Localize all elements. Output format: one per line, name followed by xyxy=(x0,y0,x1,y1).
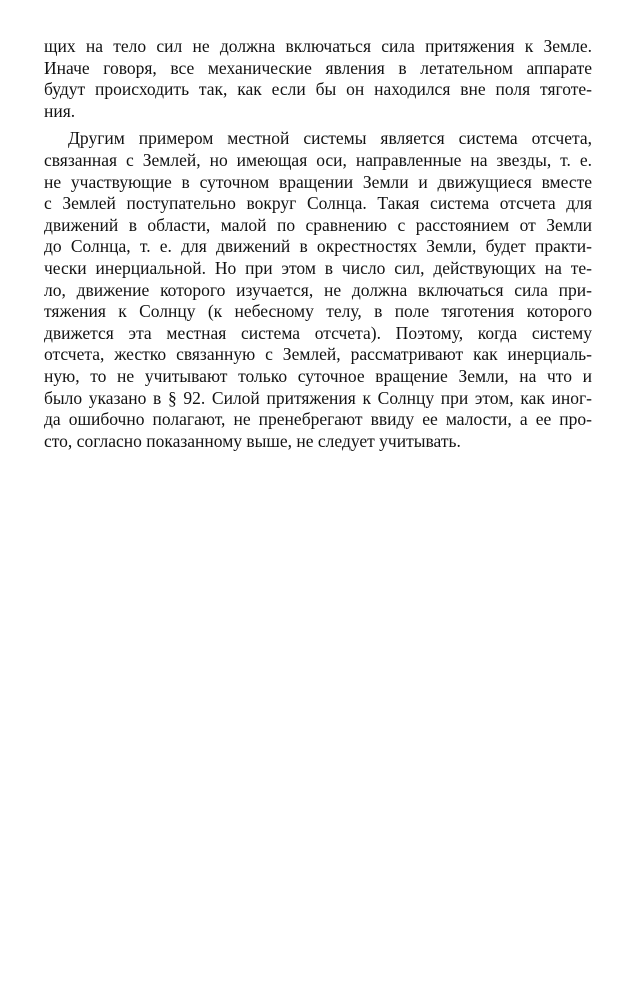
text-line: с Землей поступательно вокруг Солнца. Такая система отсчета для xyxy=(44,193,592,214)
text-line: ную, то не учитывают только суточное вращение Земли, на что и xyxy=(44,365,592,386)
text-line: движений в области, малой по сравнению с расстоянием от Земли xyxy=(44,214,592,235)
text-line: не участвующие в суточном вращении Земли и движущиеся вместе xyxy=(44,171,592,192)
text-line: ния. xyxy=(44,100,76,121)
text-line: да ошибочно полагают, не пренебрегают ввиду ее малости, а ее про- xyxy=(44,409,592,430)
text-line: тяжения к Солнцу (к небесному телу, в поле тяготения которого xyxy=(44,301,592,322)
text-line: будут происходить так, как если бы он находился вне поля тяготе- xyxy=(44,79,592,100)
text-line: Другим примером местной системы является система отсчета, xyxy=(68,128,592,149)
text-line: сто, согласно показанному выше, не следует учитывать. xyxy=(44,430,461,451)
text-line: отсчета, жестко связанную с Землей, рассматривают как инерциаль- xyxy=(44,344,592,365)
page-text xyxy=(44,36,592,452)
paragraph-2 xyxy=(44,128,592,452)
text-line: Иначе говоря, все механические явления в летательном аппарате xyxy=(44,57,592,78)
text-line: до Солнца, т. е. для движений в окрестностях Земли, будет практи- xyxy=(44,236,592,257)
text-line: было указано в § 92. Силой притяжения к Солнцу при этом, как иног- xyxy=(44,387,592,408)
text-line: ло, движение которого изучается, не должна включаться сила при- xyxy=(44,279,592,300)
text-line: чески инерциальной. Но при этом в число сил, действующих на те- xyxy=(44,257,592,278)
paragraph-1 xyxy=(44,36,592,122)
text-line: связанная с Землей, но имеющая оси, направленные на звезды, т. е. xyxy=(44,149,592,170)
text-line: щих на тело сил не должна включаться сила притяжения к Земле. xyxy=(44,36,592,56)
text-line: движется эта местная система отсчета). Поэтому, когда систему xyxy=(44,322,592,343)
